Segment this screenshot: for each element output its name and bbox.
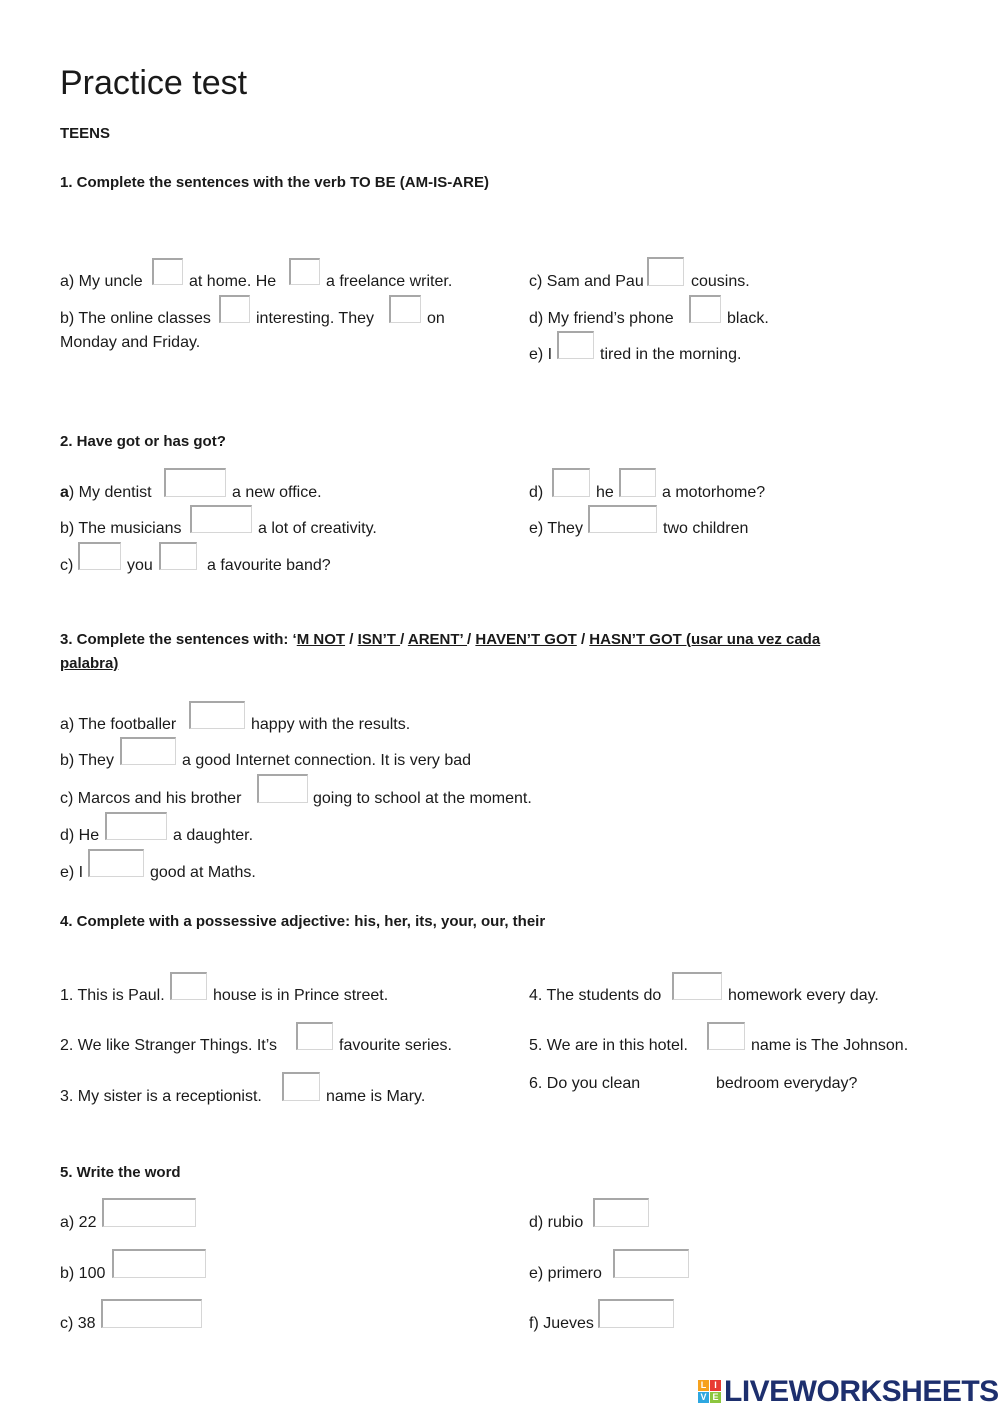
s4-3-answer[interactable]: [282, 1072, 320, 1101]
s2-c-text-3: a favourite band?: [207, 557, 331, 574]
s3-d-text-2: a daughter.: [173, 827, 254, 844]
s3-d-text-1: d) He: [60, 827, 100, 844]
s2-e-text-1: e) They: [529, 520, 583, 537]
s2-b-answer[interactable]: [190, 505, 252, 533]
s4-3-text-1: 3. My sister is a receptionist.: [60, 1088, 262, 1105]
s2-c-answer-1[interactable]: [78, 542, 121, 570]
s4-6-text-1: 6. Do you clean: [529, 1075, 641, 1092]
s1-b-text-2: interesting. They: [256, 310, 374, 327]
logo-tile-e: E: [710, 1392, 721, 1403]
s1-e-answer[interactable]: [557, 331, 594, 359]
s5-f-label: f) Jueves: [529, 1315, 594, 1332]
s5-f-answer[interactable]: [598, 1299, 674, 1328]
s3-b-text-2: a good Internet connection. It is very bad: [182, 752, 472, 769]
s1-a-answer-2[interactable]: [289, 258, 320, 285]
s3-e-text-2: good at Maths.: [150, 864, 256, 881]
s1-a-answer-1[interactable]: [152, 258, 183, 285]
s2-d-answer-1[interactable]: [552, 468, 590, 497]
s5-d-answer[interactable]: [593, 1198, 649, 1227]
s3-a-text-1: a) The footballer: [60, 716, 177, 733]
s1-c-text-1: c) Sam and Pau: [529, 273, 644, 290]
s5-a-answer[interactable]: [102, 1198, 196, 1227]
s2-d-text-3: a motorhome?: [662, 484, 766, 501]
brand-logo: LIVEWORKSHEETS: [724, 1375, 999, 1408]
section-5-heading: 5. Write the word: [60, 1164, 181, 1181]
s5-c-label: c) 38: [60, 1315, 96, 1332]
s1-b-answer-2[interactable]: [389, 295, 421, 323]
s1-e-text-1: e) I: [529, 346, 553, 363]
s2-a-letter: a: [60, 484, 69, 501]
s5-b-answer[interactable]: [112, 1249, 206, 1278]
s1-d-text-1: d) My friend’s phone: [529, 310, 674, 327]
s3-sep-3: /: [467, 631, 476, 648]
s3-option-arent: ARENT’: [407, 631, 468, 648]
s1-c-answer[interactable]: [647, 257, 684, 286]
s3-heading-prefix: 3. Complete the sentences with: ‘: [60, 631, 297, 648]
s4-5-answer[interactable]: [707, 1022, 745, 1050]
s1-b-text-4: Monday and Friday.: [60, 334, 201, 351]
s3-b-answer[interactable]: [120, 737, 176, 765]
s1-a-text-2: at home. He: [189, 273, 277, 290]
s1-d-text-2: black.: [727, 310, 769, 327]
s4-1-answer[interactable]: [170, 972, 207, 1000]
s1-c-text-2: cousins.: [691, 273, 750, 290]
s3-c-answer[interactable]: [257, 774, 308, 803]
s3-c-text-1: c) Marcos and his brother: [60, 790, 242, 807]
s1-b-answer-1[interactable]: [219, 295, 250, 323]
s3-a-text-2: happy with the results.: [251, 716, 411, 733]
s1-b-text-1: b) The online classes: [60, 310, 211, 327]
s5-b-label: b) 100: [60, 1265, 106, 1282]
s4-2-answer[interactable]: [296, 1022, 333, 1050]
level-label: TEENS: [60, 125, 111, 142]
s2-d-text-2: he: [596, 484, 614, 501]
s3-c-text-2: going to school at the moment.: [313, 790, 532, 807]
logo-tile-l: L: [698, 1380, 709, 1391]
s4-1-text-1: 1. This is Paul.: [60, 987, 165, 1004]
s3-option-mnot: M NOT: [296, 631, 346, 648]
s1-e-text-2: tired in the morning.: [600, 346, 742, 363]
s3-option-hasnt-got: HASN’T GOT (usar una vez cada: [589, 631, 821, 648]
s2-b-text-2: a lot of creativity.: [258, 520, 377, 537]
section-1-heading: 1. Complete the sentences with the verb TO BE (AM-IS-ARE): [60, 174, 489, 191]
s3-e-answer[interactable]: [88, 849, 144, 877]
s5-a-label: a) 22: [60, 1214, 97, 1231]
s5-c-answer[interactable]: [101, 1299, 202, 1328]
s2-a-text-1b: ) My dentist: [68, 484, 152, 501]
s3-sep-2: /: [400, 631, 408, 648]
s4-4-text-1: 4. The students do: [529, 987, 662, 1004]
s2-c-text-1: c): [60, 557, 74, 574]
s5-e-label: e) primero: [529, 1265, 602, 1282]
s4-5-text-2: name is The Johnson.: [751, 1037, 909, 1054]
s5-e-answer[interactable]: [613, 1249, 689, 1278]
logo-tile-v: V: [698, 1392, 709, 1403]
s4-4-text-2: homework every day.: [728, 987, 879, 1004]
s2-c-answer-2[interactable]: [159, 542, 197, 570]
s5-d-label: d) rubio: [529, 1214, 584, 1231]
liveworksheets-logo-icon: [698, 1380, 722, 1404]
s2-d-text-1: d): [529, 484, 544, 501]
logo-tile-i: I: [710, 1380, 721, 1391]
s3-e-text-1: e) I: [60, 864, 84, 881]
s2-a-text-2: a new office.: [232, 484, 322, 501]
s2-c-text-2: you: [127, 557, 153, 574]
page-title: Practice test: [60, 64, 248, 102]
section-3-heading: [60, 631, 820, 648]
s1-d-answer[interactable]: [689, 295, 721, 323]
s4-2-text-1: 2. We like Stranger Things. It’s: [60, 1037, 277, 1054]
s3-option-havent-got: HAVEN’T GOT: [475, 631, 577, 648]
s2-e-text-2: two children: [663, 520, 749, 537]
s1-a-text-3: a freelance writer.: [326, 273, 453, 290]
s2-d-answer-2[interactable]: [619, 468, 656, 497]
s3-option-isnt: ISN’T: [357, 631, 401, 648]
s4-3-text-2: name is Mary.: [326, 1088, 426, 1105]
s4-2-text-2: favourite series.: [339, 1037, 452, 1054]
s4-6-text-2: bedroom everyday?: [716, 1075, 858, 1092]
s3-b-text-1: b) They: [60, 752, 114, 769]
s2-b-text-1: b) The musicians: [60, 520, 182, 537]
s4-4-answer[interactable]: [672, 972, 722, 1000]
s2-e-answer[interactable]: [588, 505, 657, 533]
s3-heading-line-2: palabra): [60, 655, 119, 672]
s4-5-text-1: 5. We are in this hotel.: [529, 1037, 688, 1054]
s4-1-text-2: house is in Prince street.: [213, 987, 389, 1004]
s1-a-text-1: a) My uncle: [60, 273, 143, 290]
s2-a-text-1: [60, 483, 152, 503]
s3-a-answer[interactable]: [189, 701, 245, 729]
section-4-heading: 4. Complete with a possessive adjective: his, her, its, your, our, their: [60, 913, 546, 930]
s1-b-text-3: on: [427, 310, 445, 327]
s3-sep-4: /: [576, 631, 590, 648]
s3-sep-1: /: [345, 631, 358, 648]
section-2-heading: 2. Have got or has got?: [60, 433, 226, 450]
s3-d-answer[interactable]: [105, 812, 167, 840]
s2-a-answer[interactable]: [164, 468, 226, 497]
